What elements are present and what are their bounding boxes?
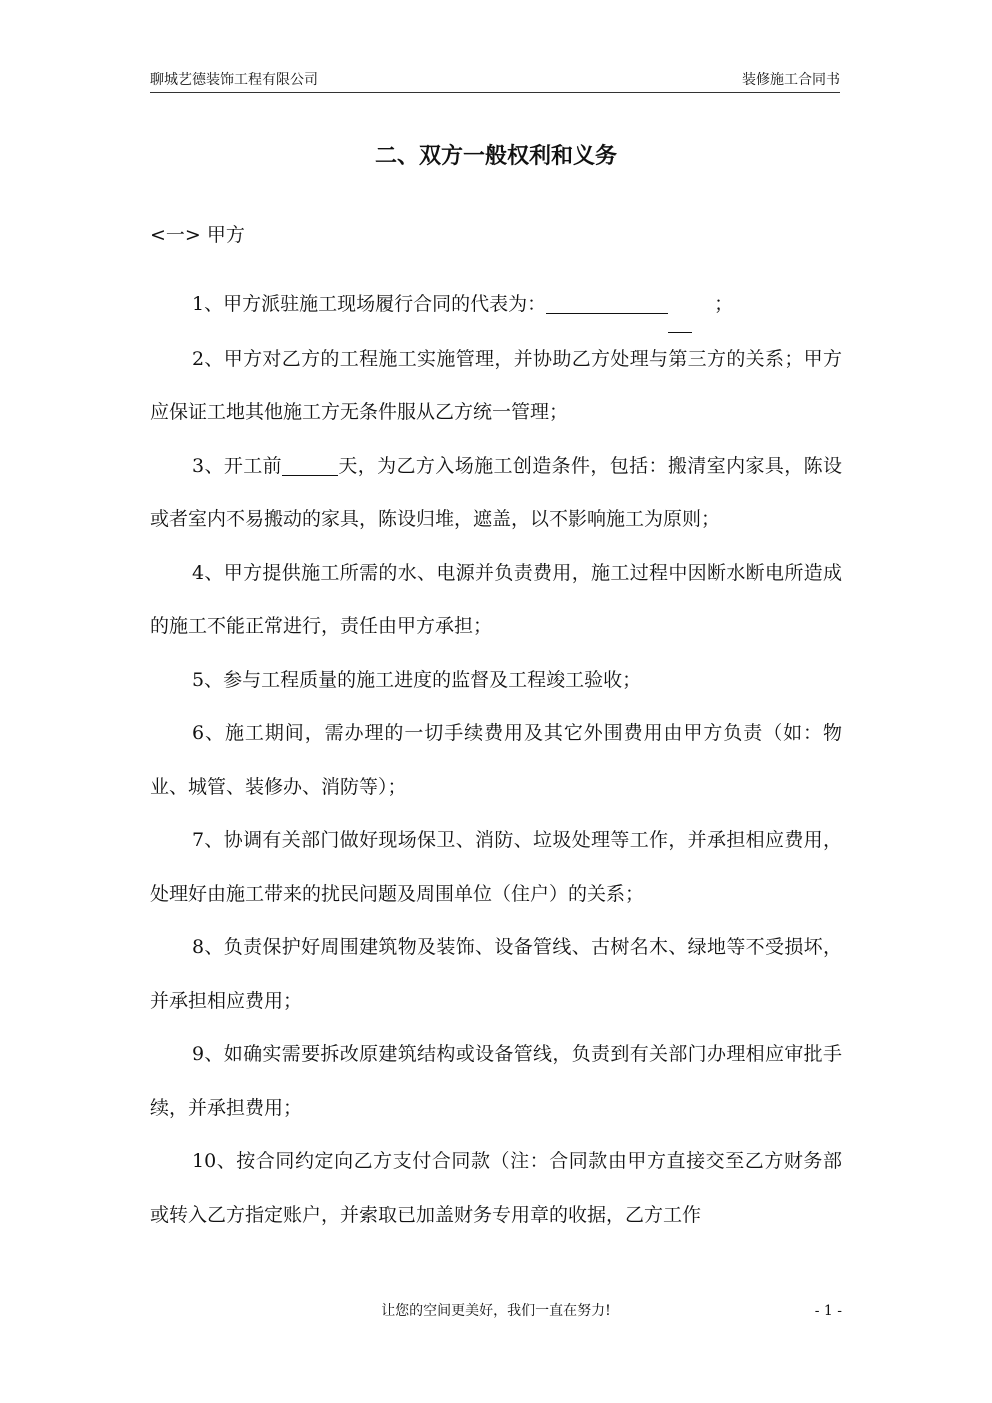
clause-1 bbox=[150, 278, 842, 333]
clause-8: 8、负责保护好周围建筑物及装饰、设备管线、古树名木、绿地等不受损坏，并承担相应费用； bbox=[150, 936, 842, 1012]
clause-2: 2、甲方对乙方的工程施工实施管理，并协助乙方处理与第三方的关系；甲方应保证工地其他施工方无条件服从乙方统一管理； bbox=[150, 347, 842, 423]
clauses-body bbox=[150, 278, 842, 1242]
clause-10: 10、按合同约定向乙方支付合同款（注：合同款由甲方直接交至乙方财务部或转入乙方指定账户，并索取已加盖财务专用章的收据，乙方工作 bbox=[150, 1150, 842, 1226]
clause-6: 6、施工期间，需办理的一切手续费用及其它外围费用由甲方负责（如：物业、城管、装修办、消防等）； bbox=[150, 722, 842, 798]
page-number: - 1 - bbox=[814, 1303, 842, 1319]
subsection-title: <一> 甲方 bbox=[150, 224, 245, 246]
clause-1-text: 1、甲方派驻施工现场履行合同的代表为： bbox=[192, 293, 547, 315]
header-document-title: 装修施工合同书 bbox=[742, 72, 840, 88]
header-company-name: 聊城艺德装饰工程有限公司 bbox=[150, 72, 318, 88]
footer-slogan: 让您的空间更美好，我们一直在努力! bbox=[381, 1303, 611, 1319]
clause-5: 5、参与工程质量的施工进度的监督及工程竣工验收； bbox=[192, 668, 642, 691]
clause-3-text-start: 3、开工前 bbox=[192, 454, 283, 477]
clause-3 bbox=[150, 440, 842, 547]
clause-7: 7、协调有关部门做好现场保卫、消防、垃圾处理等工作，并承担相应费用，处理好由施工带来的扰民问题及周围单位（住户）的关系； bbox=[150, 829, 842, 905]
page-header bbox=[150, 72, 840, 93]
days-blank bbox=[282, 453, 338, 476]
clause-9: 9、如确实需要拆改原建筑结构或设备管线，负责到有关部门办理相应审批手续，并承担费用； bbox=[150, 1043, 842, 1119]
clause-4: 4、甲方提供施工所需的水、电源并负责费用，施工过程中因断水断电所造成的施工不能正常进行，责任由甲方承担； bbox=[150, 561, 842, 637]
representative-blank bbox=[546, 291, 668, 314]
section-title: 二、双方一般权利和义务 bbox=[374, 144, 617, 169]
clause-3-text-end: 天，为乙方入场施工创造条件，包括：搬清室内家具，陈设或者室内不易搬动的家具，陈设归堆，遮盖，以不影响施工为原则； bbox=[150, 454, 842, 530]
clause-1-end: ； bbox=[668, 278, 692, 333]
